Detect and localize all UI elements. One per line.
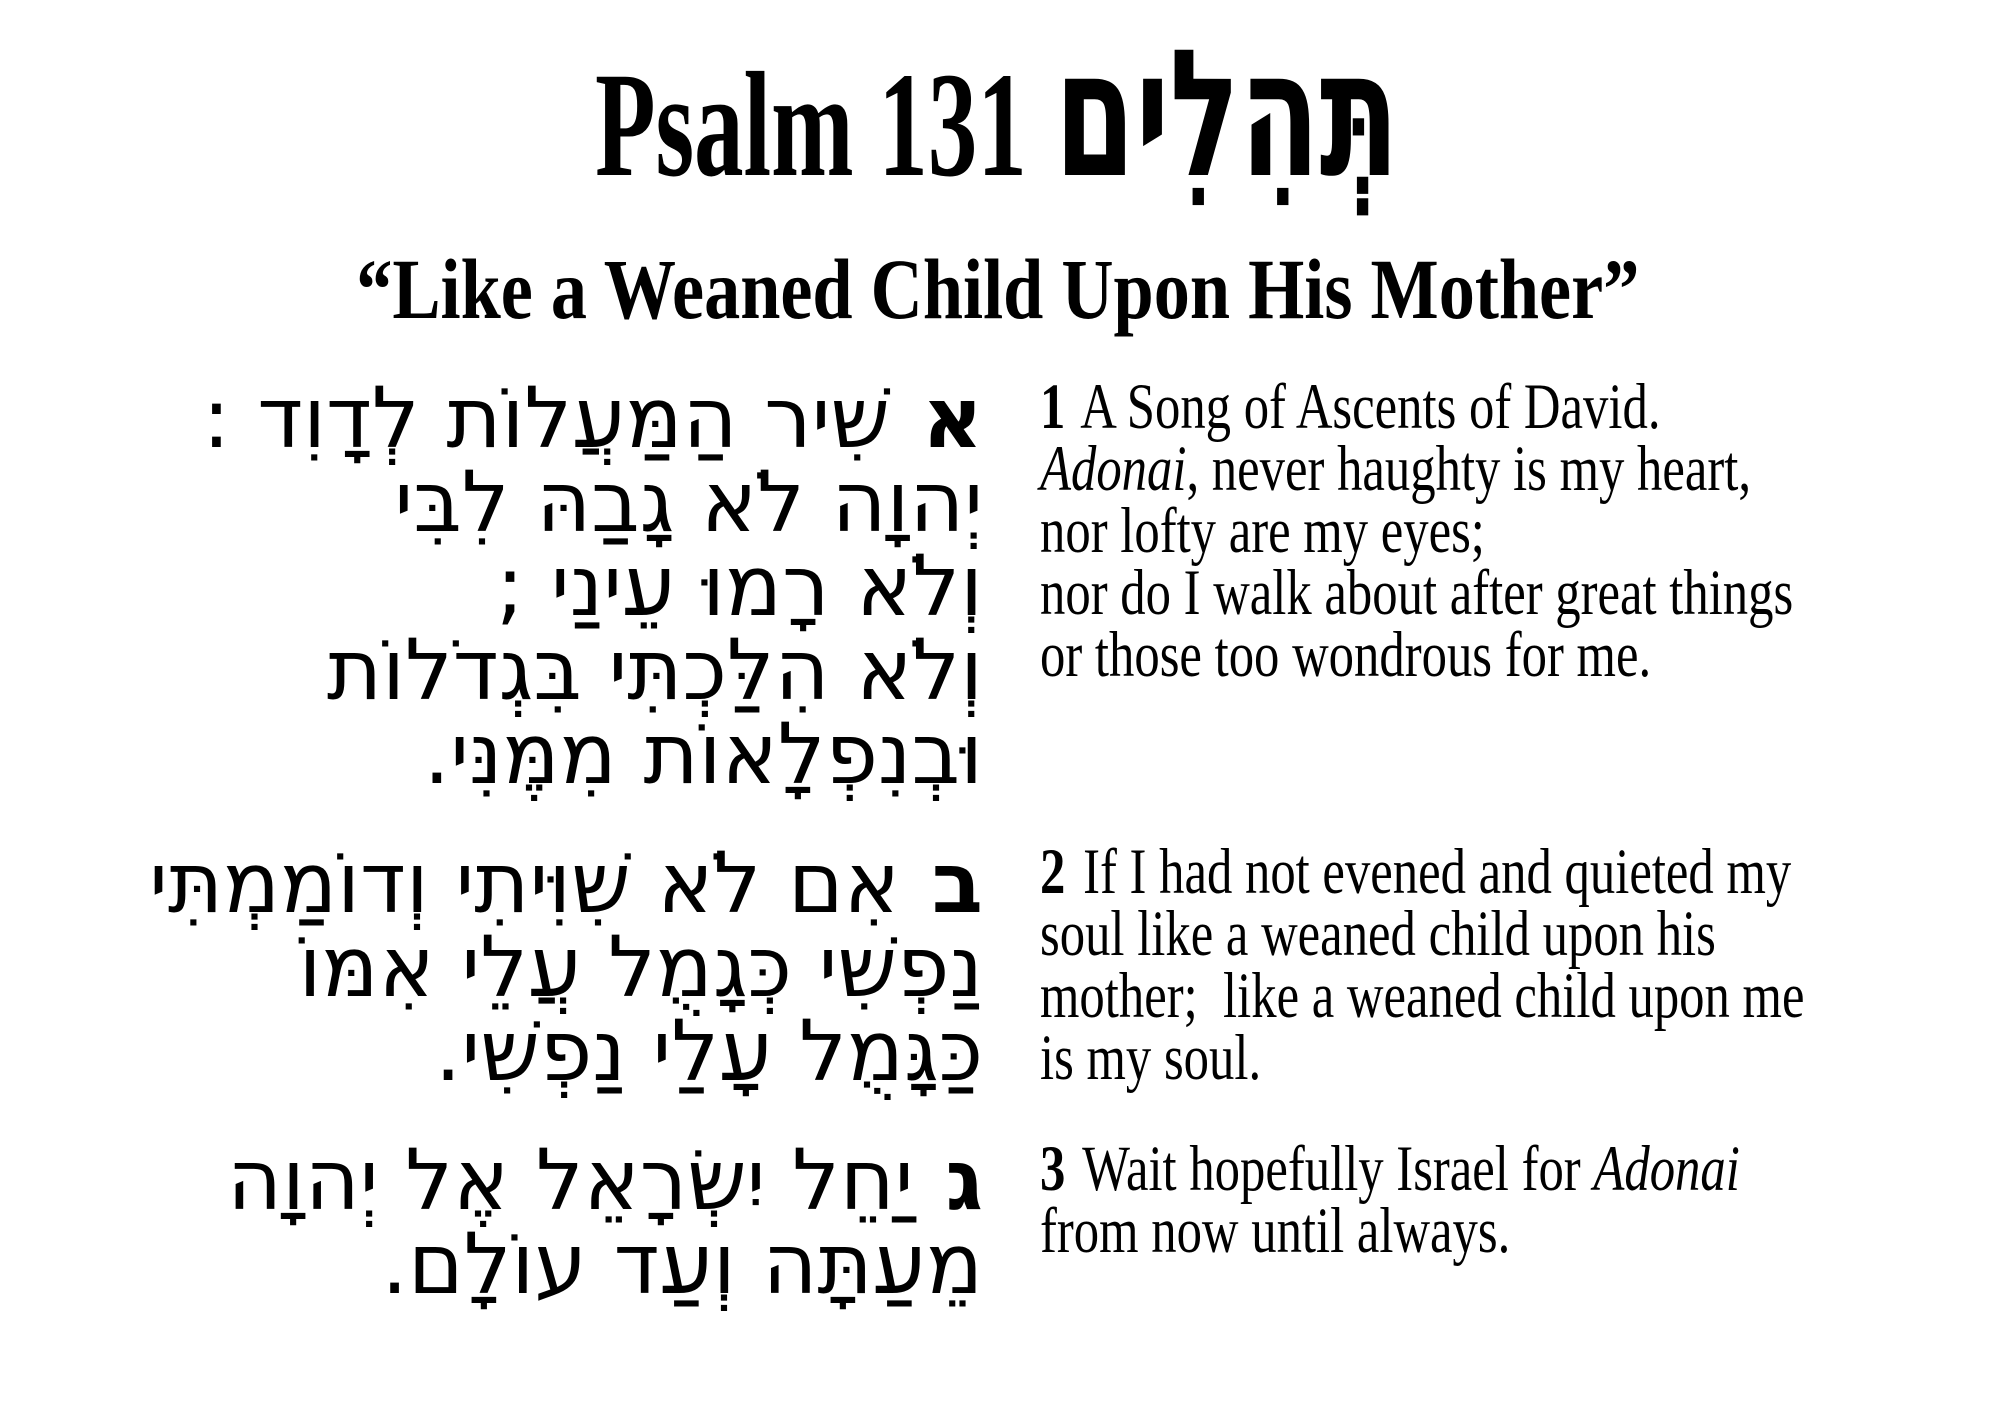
verse-row-2	[0, 834, 1995, 1100]
verse-1-english-text: 1 A Song of Ascents of David. Adonai, never haughty is my heart, nor lofty are my eyes; nor do I walk about after great things or those too wondrous for me.	[1040, 371, 1794, 691]
hebrew-verse-number: א	[921, 369, 983, 467]
page-title-line	[596, 12, 1400, 225]
verse-1-hebrew-text: אשִׁיר הַמַּעֲלוֹת לְדָוִד : יְהוָה לֹא גָבַהּ לִבִּי וְלֹא רָמוּ עֵינַי ; וְלֹא הִלַּכְתִּי בִּגְדֹלוֹת וּבְנִפְלָאוֹת מִמֶּנִּי.	[202, 369, 983, 803]
page-title	[0, 12, 1995, 228]
page-subtitle-text: “Like a Weaned Child Upon His Mother”	[355, 241, 1640, 337]
english-verse-number: 3	[1040, 1133, 1066, 1205]
verse-list	[0, 369, 1995, 1313]
verse-row-1	[0, 369, 1995, 803]
verse-1-english	[1040, 371, 1995, 691]
page-subtitle	[0, 242, 1995, 336]
verse-2-hebrew-text: באִם לֹא שִׁוִּיתִי וְדוֹמַמְתִּי נַפְשִׁי כְּגָמֻל עֲלֵי אִמּוֹ כַּגָּמֻל עָלַי נַפְשִׁי.	[149, 834, 983, 1100]
divine-name-italic: Adonai	[1593, 1133, 1740, 1205]
verse-2-english	[1040, 836, 1995, 1094]
divine-name-italic: Adonai	[1040, 433, 1187, 505]
verse-2-english-text: 2 If I had not evened and quieted my soul like a weaned child upon his mother; like a weaned child upon me is my soul.	[1040, 836, 1805, 1094]
title-hebrew: תְּהִלִים	[1054, 12, 1400, 217]
verse-row-3	[0, 1131, 1995, 1313]
hebrew-verse-number: ב	[931, 834, 983, 932]
title-latin: Psalm 131	[595, 42, 1028, 208]
verse-3-english	[1040, 1133, 1937, 1267]
english-verse-number: 1	[1040, 371, 1066, 443]
english-verse-number: 2	[1040, 836, 1066, 908]
verse-3-english-text: 3 Wait hopefully Israel for Adonai from now until always.	[1040, 1133, 1740, 1267]
verse-3-hebrew-text: גיַחֵל יִשְׂרָאֵל אֶל יְהוָה מֵעַתָּה וְעַד עוֹלָם.	[227, 1131, 983, 1313]
hebrew-verse-number: ג	[945, 1131, 983, 1229]
